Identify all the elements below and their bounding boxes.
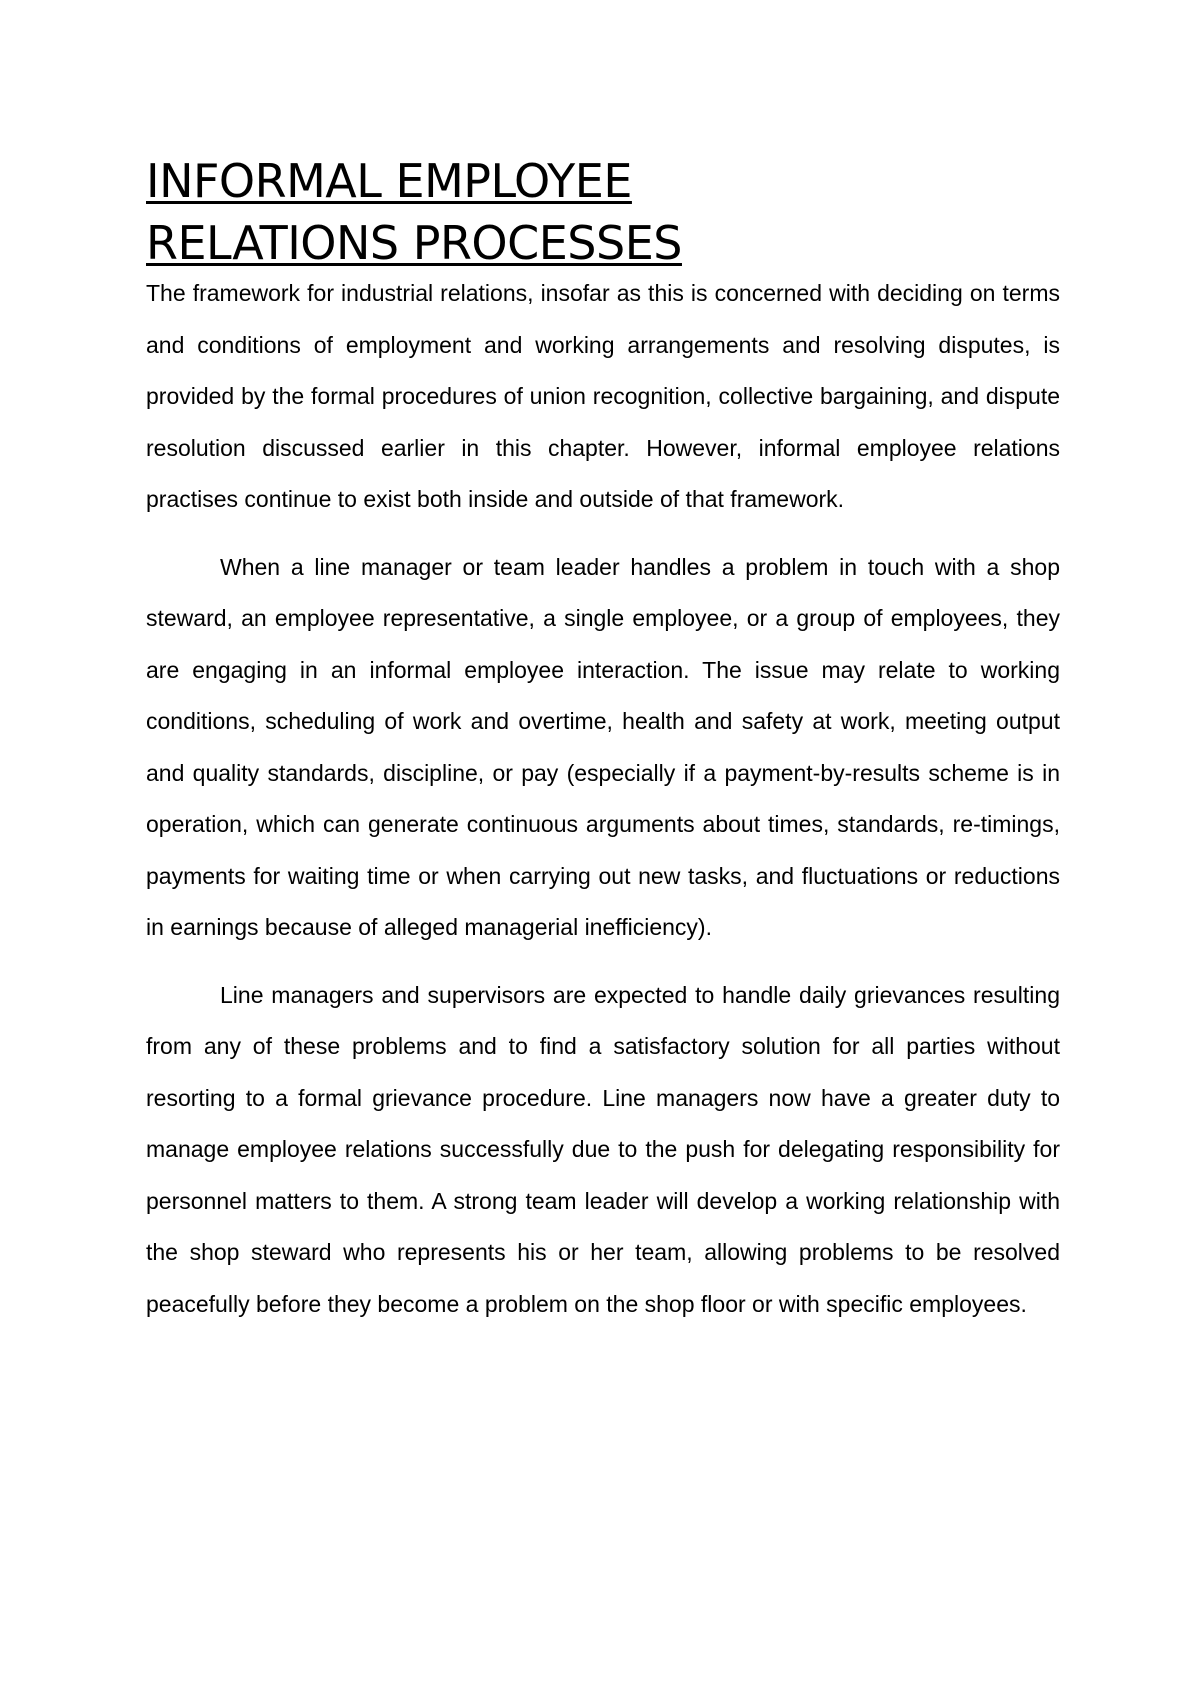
document-body: [146, 150, 1060, 1330]
title-line-1: INFORMAL EMPLOYEE: [146, 154, 632, 208]
paragraph-1: The framework for industrial relations, insofar as this is concerned with deciding on terms and conditions of employment and working arrangements and resolving disputes, is provided by the formal procedures of union recognition, collective bargaining, and dispute resolution discussed earlier in this chapter. However, informal employee relations practises continue to exist both inside and outside of that framework.: [146, 280, 1060, 512]
paragraph-2: When a line manager or team leader handles a problem in touch with a shop steward, an employee representative, a single employee, or a group of employees, they are engaging in an informal employee interaction. The issue may relate to working conditions, scheduling of work and overtime, health and safety at work, meeting output and quality standards, discipline, or pay (especially if a payment-by-results scheme is in operation, which can generate continuous arguments about times, standards, re-timings, payments for waiting time or when carrying out new tasks, and fluctuations or reductions in earnings because of alleged managerial inefficiency).: [146, 553, 1060, 940]
document-title: [146, 150, 1060, 274]
paragraph-3: Line managers and supervisors are expected to handle daily grievances resulting from any of these problems and to find a satisfactory solution for all parties without resorting to a formal grievance procedure. Line managers now have a greater duty to manage employee relations successfully due to the push for delegating responsibility for personnel matters to them. A strong team leader will develop a working relationship with the shop steward who represents his or her team, allowing problems to be resolved peacefully before they become a problem on the shop floor or with specific employees.: [146, 981, 1060, 1317]
title-line-2: RELATIONS PROCESSES: [146, 216, 682, 270]
